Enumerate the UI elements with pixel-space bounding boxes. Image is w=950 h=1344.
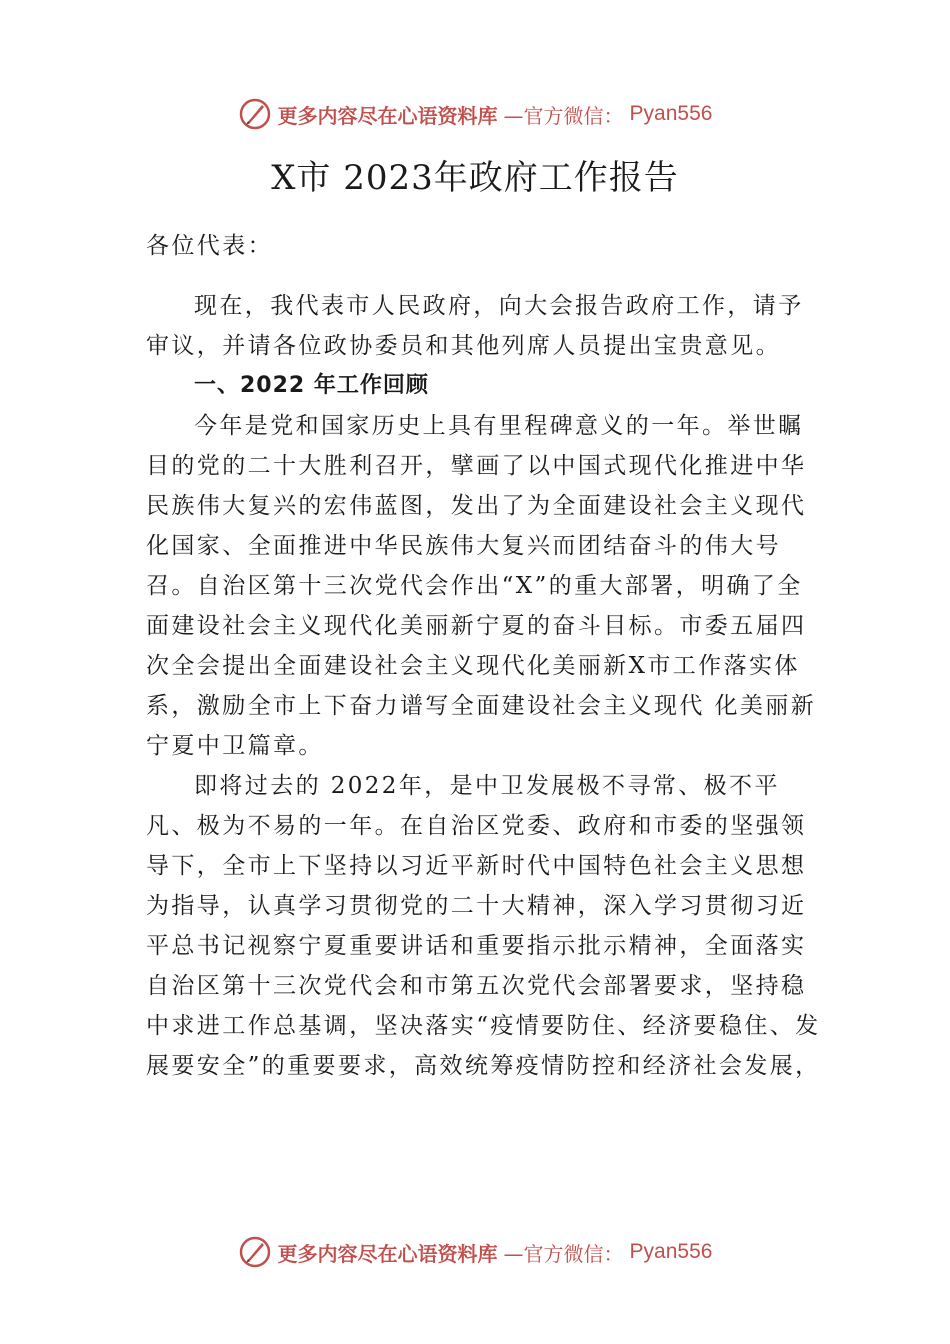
watermark-separator: —官方微信：: [503, 103, 624, 128]
document-title: X市 2023年政府工作报告: [271, 158, 679, 198]
intro-paragraph: 现在，我代表市人民政府，向大会报告政府工作，请予审议，并请各位政协委员和其他列席人员提出宝贵意见。: [146, 293, 804, 359]
body-paragraph: 即将过去的 2022年，是中卫发展极不寻常、极不平凡、极为不易的一年。在自治区党委、政府和市委的坚强领导下，全市上下坚持以习近平新时代中国特色社会主义思想为指导，认真学习贯彻党的二十大精神，深入学习贯彻习近平总书记视察宁夏重要讲话和重要指示批示精神，全面落实自治区第十三次党代会和市第五次党代会部署要求，坚持稳中求进工作总基调，坚决落实“疫情要防住、经济要稳住、发展要安全”的重要要求，高效统筹疫情防控和经济社会发展，: [146, 773, 821, 1079]
watermark-wechat-id: Pyan556: [629, 102, 713, 125]
footer-watermark: [0, 1232, 950, 1272]
watermark-text: 更多内容尽在心语资料库: [277, 103, 498, 128]
quill-pen-circle-icon: [238, 1235, 272, 1269]
header-watermark: [0, 94, 950, 134]
watermark-text: 更多内容尽在心语资料库: [277, 1241, 498, 1266]
salutation: 各位代表：: [146, 233, 273, 259]
body-paragraph: 今年是党和国家历史上具有里程碑意义的一年。举世瞩目的党的二十大胜利召开，擘画了以中国式现代化推进中华民族伟大复兴的宏伟蓝图，发出了为全面建设社会主义现代化国家、全面推进中华民族伟大复兴而团结奋斗的伟大号召。自治区第十三次党代会作出“X”的重大部署，明确了全面建设社会主义现代化美丽新宁夏的奋斗目标。市委五届四次全会提出全面建设社会主义现代化美丽新X市工作落实体系，激励全市上下奋力谱写全面建设社会主义现代 化美丽新宁夏中卫篇章。: [146, 413, 817, 759]
section-heading: 一、2022 年工作回顾: [194, 373, 429, 398]
quill-pen-circle-icon: [238, 97, 272, 131]
watermark-separator: —官方微信：: [503, 1241, 624, 1266]
watermark-wechat-id: Pyan556: [629, 1240, 713, 1263]
